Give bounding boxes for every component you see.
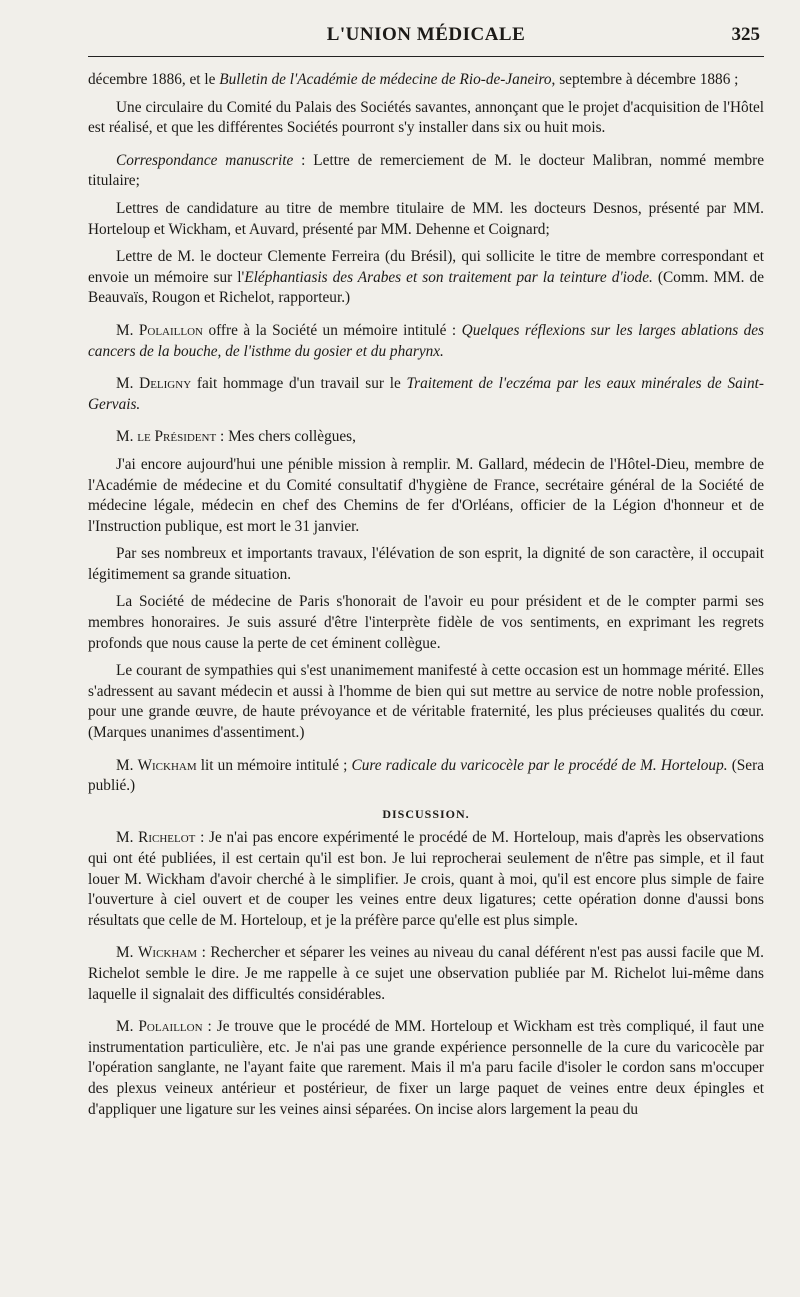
paragraph: [88, 374, 764, 415]
paragraph: [88, 661, 764, 743]
text-run: J'ai encore aujourd'hui une pénible mission à remplir. M. Gallard, médecin de l'Hôtel-Dieu, membre de l'Académie de médecine et du Comité consultatif d'hygiène de France, secrétaire général de la Société de médecine légale, médecin en chef des Chemins de fer d'Orléans, officier de la Légion d'honneur et de l'Instruction publique, est mort le 31 janvier.: [88, 455, 764, 535]
text-run: , septembre à décembre 1886 ;: [551, 71, 739, 88]
paragraph: [88, 247, 764, 309]
paragraph: [88, 199, 764, 240]
speaker-name: Polaillon: [138, 321, 203, 339]
text-run: : Rechercher et séparer les veines au niveau du canal déférent n'est pas aussi facile que M. Richelot semble le dire. Je me rappelle à ce sujet une observation publiée par M. Richelot lui-même dans laquelle il signalait des difficultés considérables.: [88, 944, 765, 1003]
speaker-name: Richelot: [138, 829, 196, 847]
italic-text: Quelques réflexions sur les larges ablations des cancers de la bouche, de l'isthme du gosier et du pharynx.: [88, 321, 765, 360]
paragraph: [88, 70, 764, 91]
text-run: La Société de médecine de Paris s'honorait de l'avoir eu pour président et de le compter parmi ses membres honoraires. Je suis assuré d'être l'interprète fidèle de vos sentiments, en exprimant les regrets profonds que nous cause la perte de cet éminent collègue.: [88, 593, 764, 652]
text-run: Une circulaire du Comité du Palais des Sociétés savantes, annonçant que le projet d'acquisition de l'Hôtel est réalisé, et que les différentes Sociétés pourront s'y installer dans six ou huit mois.: [88, 98, 764, 137]
text-run: Le courant de sympathies qui s'est unanimement manifesté à cette occasion est un hommage mérité. Elles s'adressent au savant médecin et aussi à l'homme de bien qui sut mettre au service de notre noble profession, pour une grande œuvre, de haute prévoyance et de véritable fraternité, les plus précieuses qualités du cœur. (Marques unanimes d'assentiment.): [88, 662, 764, 742]
page-header: [88, 22, 764, 57]
text-run: fait hommage d'un travail sur le: [191, 375, 407, 393]
text-run: lit un mémoire intitulé ;: [196, 756, 352, 774]
page-number: 325: [731, 24, 760, 45]
text-run: (Comm. MM. de Beauvaïs, Rougon et Richelot, rapporteur.): [88, 268, 764, 307]
speaker-name: Wickham: [137, 756, 197, 774]
text-run: offre à la Société un mémoire intitulé :: [203, 321, 462, 339]
paragraph: [88, 828, 764, 931]
paragraph: [88, 943, 764, 1005]
paragraph: [88, 151, 764, 192]
text-run: Par ses nombreux et importants travaux, l'élévation de son esprit, la dignité de son caractère, il occupait légitimement sa grande situation.: [88, 545, 764, 583]
text-run: M.: [116, 944, 138, 962]
text-run: M.: [116, 375, 140, 393]
italic-text: Cure radicale du varicocèle par le procédé de M. Horteloup.: [351, 756, 728, 774]
paragraph: [88, 1017, 764, 1120]
italic-text: Correspondance manuscrite: [116, 151, 294, 169]
text-run: M.: [116, 829, 139, 847]
italic-text: Bulletin de l'Académie de médecine de Rio-de-Janeiro: [219, 71, 552, 88]
text-run: Lettres de candidature au titre de membre titulaire de MM. les docteurs Desnos, présenté par MM. Horteloup et Wickham, et Auvard, présenté par MM. Dehenne et Coignard;: [88, 199, 764, 238]
discussion-heading: DISCUSSION.: [382, 806, 470, 821]
italic-text: Traitement de l'eczéma par les eaux minérales de Saint-Gervais.: [88, 375, 764, 413]
italic-text: Eléphantiasis des Arabes et son traitement par la teinture d'iode.: [244, 268, 653, 286]
paragraph: [88, 544, 764, 585]
paragraph: [88, 427, 764, 448]
article-body: [88, 70, 764, 1127]
text-run: M.: [116, 321, 139, 339]
text-run: : Lettre de remerciement de M. le docteur Malibran, nommé membre titulaire;: [88, 151, 765, 190]
text-run: (Sera publié.): [88, 756, 764, 795]
paragraph: [88, 98, 764, 139]
text-run: : Je trouve que le procédé de MM. Horteloup et Wickham est très compliqué, il faut une instrumentation particulière, etc. Je n'ai pas une grande expérience personnelle de la cure du varicocèle par l'opération sanglante, ne l'ayant faite que rarement. Mais il m'a paru facile d'isoler le cordon sans m'occuper des plexus veineux antérieur et postérieur, de fixer un large paquet de veines entre deux épingles et d'appliquer une ligature sur les veines ainsi séparées. On incise alors largement la peau du: [88, 1018, 764, 1118]
text-run: M.: [116, 1018, 139, 1036]
text-run: : Mes chers collègues,: [216, 428, 356, 446]
text-run: : Je n'ai pas encore expérimenté le procédé de M. Horteloup, mais d'après les observations qui ont été publiées, il est certain qu'il est bon. Je lui reprocherai seulement de n'être pas simple, et il faut louer M. Wickham d'avoir cherché à le simplifier. Je crois, quant à moi, qu'il est encore plus simple de faire l'ouverture à ciel ouvert et de couper les veines entre deux ligatures; cette opération donne d'aussi bons résultats que celle de M. Horteloup, et je la préfère parce qu'elle est plus simple.: [88, 829, 764, 929]
paragraph: [88, 455, 764, 537]
speaker-name: Wickham: [137, 944, 198, 962]
paragraph: [88, 321, 764, 362]
speaker-name: Deligny: [139, 375, 192, 393]
running-title: L'UNION MÉDICALE: [326, 24, 526, 45]
text-run: Lettre de M. le docteur Clemente Ferreira (du Brésil), qui sollicite le titre de membre correspondant et envoie un mémoire sur l': [88, 248, 764, 286]
text-run: M.: [116, 756, 138, 774]
text-run: décembre 1886, et le: [88, 71, 220, 88]
speaker-name: Polaillon: [138, 1018, 203, 1036]
text-run: M.: [116, 428, 138, 446]
paragraph: [88, 756, 764, 797]
paragraph: [88, 592, 764, 654]
speaker-name: le Président: [137, 428, 217, 446]
